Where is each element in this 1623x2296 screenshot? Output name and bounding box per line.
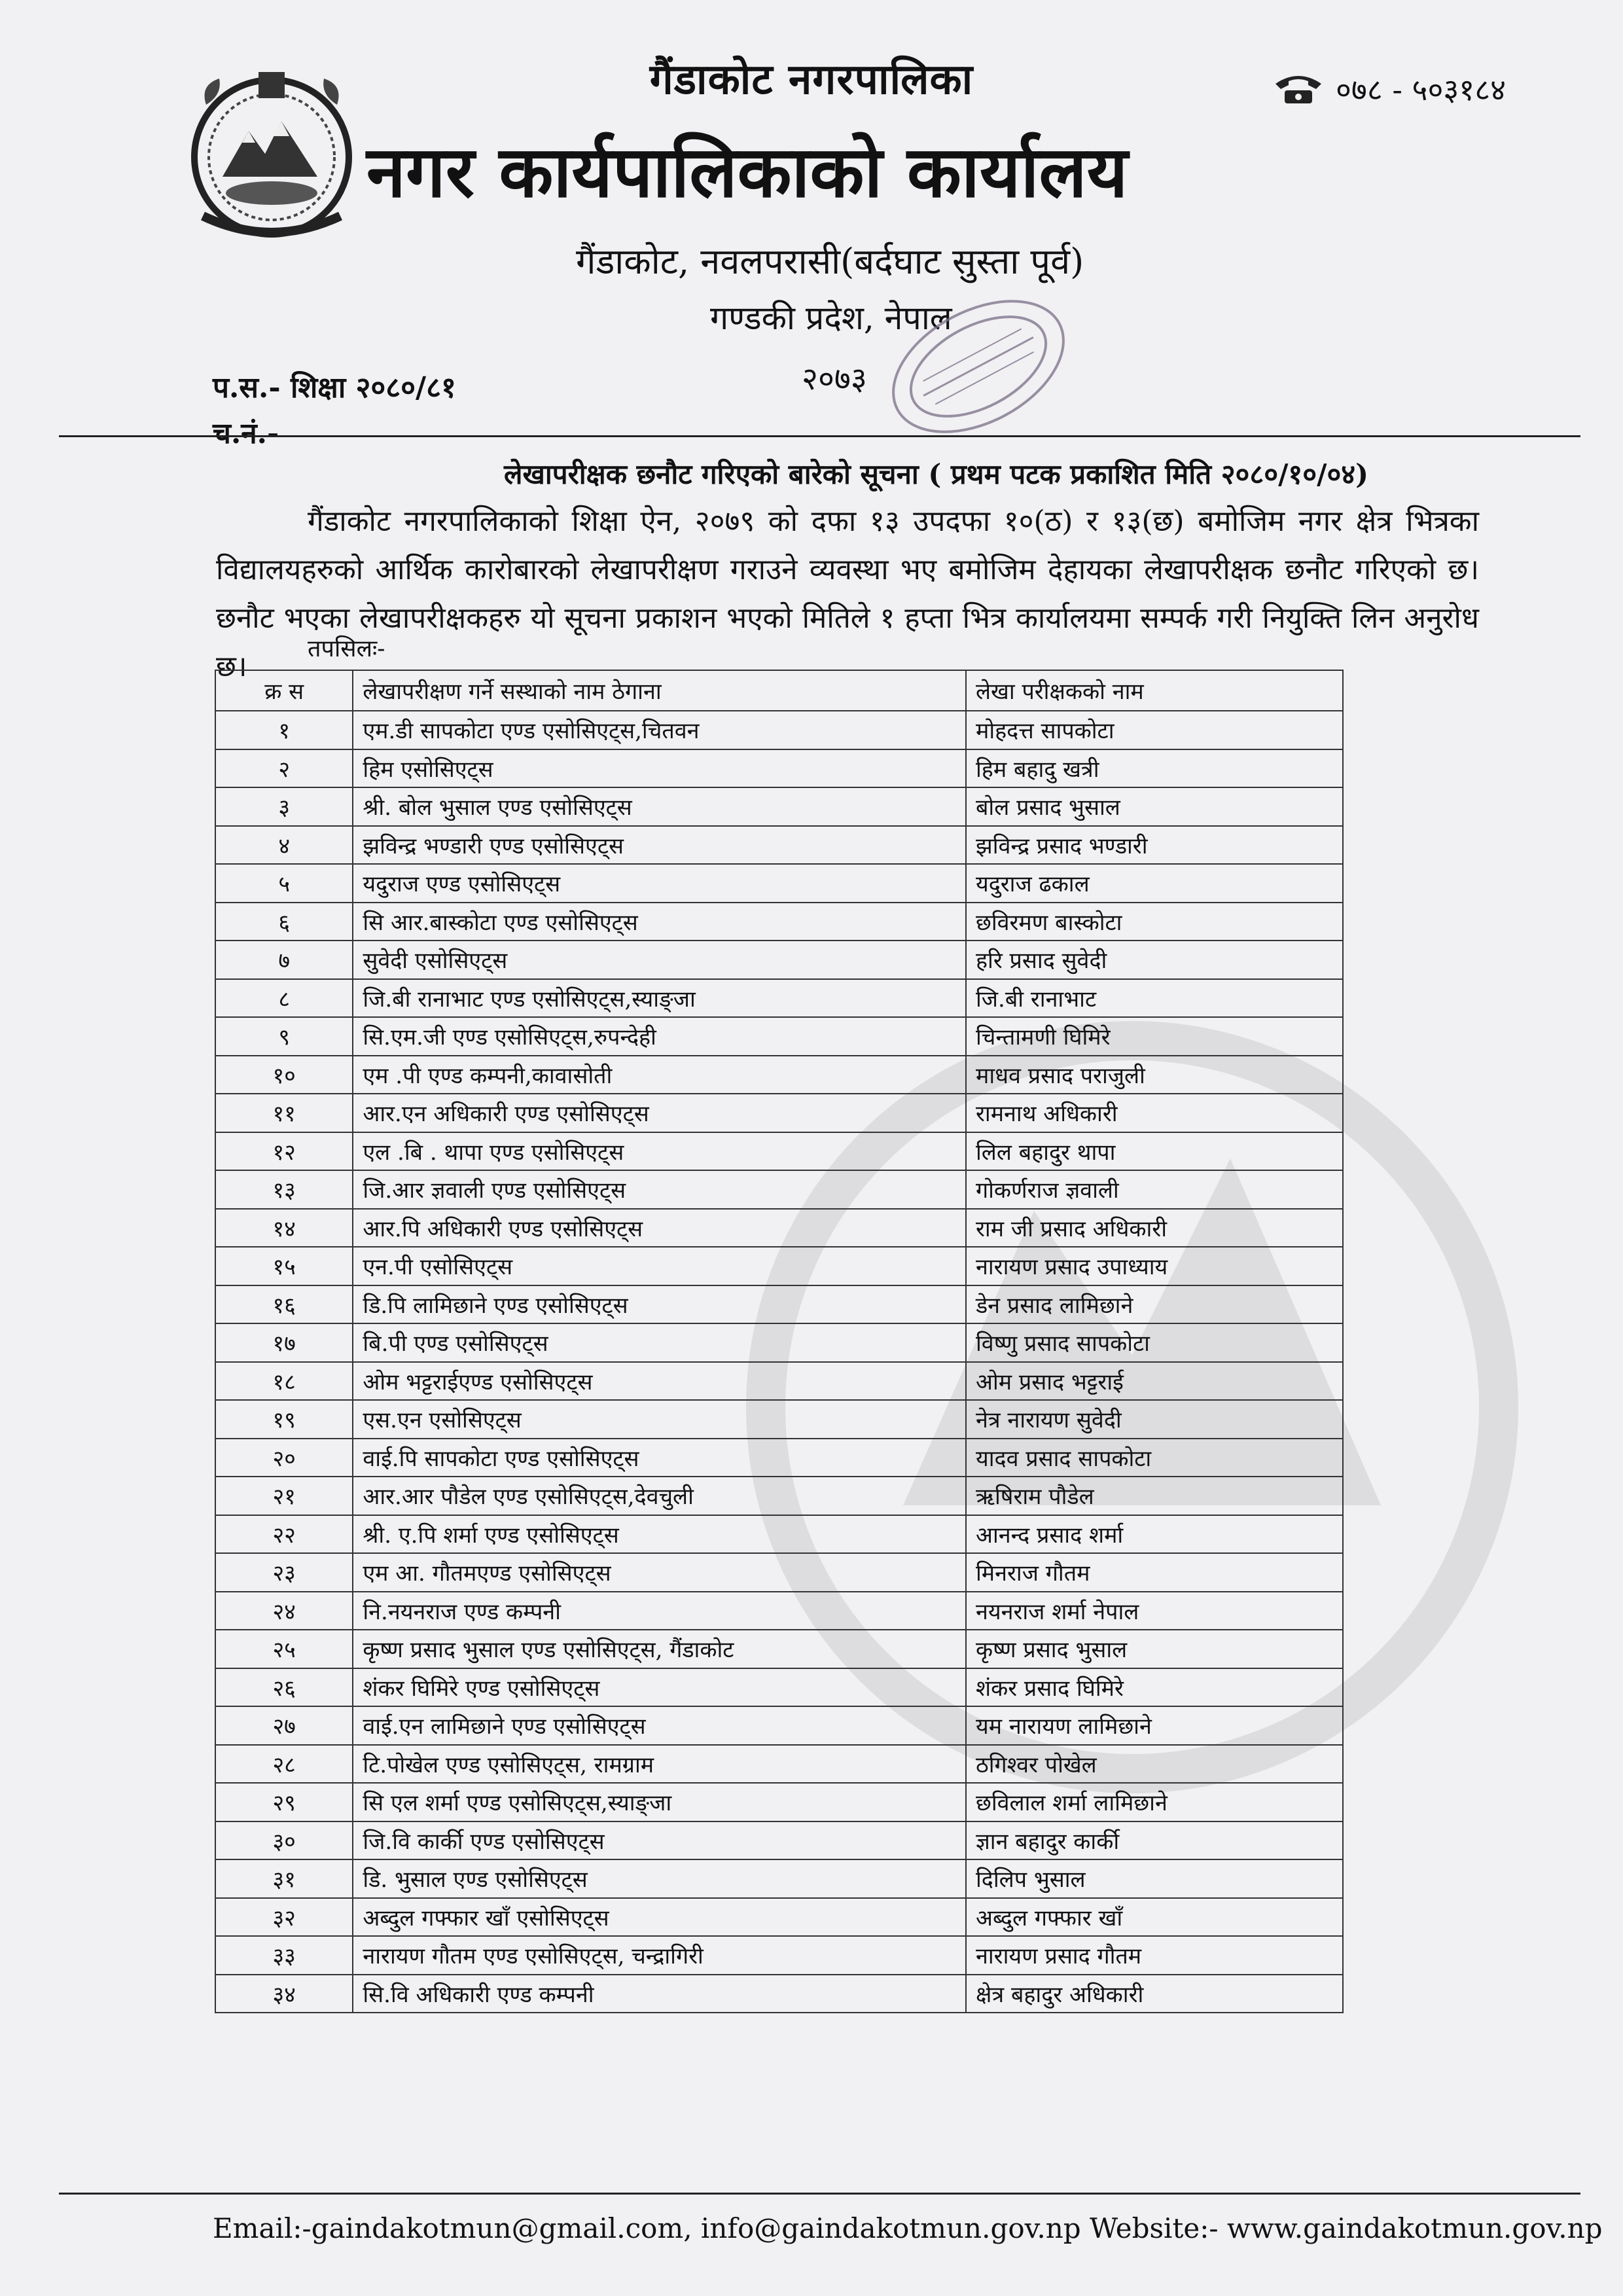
row-firm: एन.पी एसोसिएट्स [353,1247,966,1285]
row-serial: २३ [215,1553,353,1592]
row-serial: २० [215,1439,353,1477]
row-auditor: हरि प्रसाद सुवेदी [966,941,1343,979]
table-row [215,1783,1343,1821]
table-row [215,826,1343,865]
table-row [215,864,1343,903]
notice-body: गैंडाकोट नगरपालिकाको शिक्षा ऐन, २०७९ को दफा १३ उपदफा १०(ठ) र १३(छ) बमोजिम नगर क्षेत्र भित्रका विद्यालयहरुको आर्थिक कारोबारको लेखापरीक्षण गराउने व्यवस्था भए बमोजिम देहायका लेखापरीक्षक छनौट गरिएको छ। छनौट भएका लेखापरीक्षकहरु यो सूचना प्रकाशन भएको मितिले १ हप्ता भित्र कार्यालयमा सम्पर्क गरी नियुक्ति लिन अनुरोध छ। [216,505,1479,683]
row-serial: ५ [215,864,353,903]
row-firm: डि.पि लामिछाने एण्ड एसोसिएट्स [353,1285,966,1324]
table-row [215,1285,1343,1324]
row-firm: सि.वि अधिकारी एण्ड कम्पनी [353,1975,966,2013]
row-auditor: विष्णु प्रसाद सापकोटा [966,1323,1343,1362]
table-row [215,749,1343,788]
established-year: २०७३ [802,361,867,397]
table-row [215,1821,1343,1860]
auditor-table-body [215,711,1343,2013]
row-firm: बि.पी एण्ड एसोसिएट्स [353,1323,966,1362]
table-row [215,1132,1343,1171]
table-row [215,1592,1343,1630]
col-serial: क्र स [215,670,353,711]
table-row [215,1056,1343,1094]
row-serial: १८ [215,1362,353,1401]
office-name: नगर कार्यपालिकाको कार्यालय [366,131,1128,213]
notice-subject: लेखापरीक्षक छनौट गरिएको बारेको सूचना ( प्रथम पटक प्रकाशित मिति २०८०/१०/०४) [504,458,1368,490]
reference-number: प.स.- शिक्षा २०८०/८१ [213,371,456,404]
table-row [215,1936,1343,1975]
phone-block [1273,69,1506,109]
row-firm: सि.एम.जी एण्ड एसोसिएट्स,रुपन्देही [353,1017,966,1056]
row-serial: ३१ [215,1859,353,1898]
row-firm: सि आर.बास्कोटा एण्ड एसोसिएट्स [353,903,966,941]
row-auditor: हिम बहादु खत्री [966,749,1343,788]
row-firm: वाई.पि सापकोटा एण्ड एसोसिएट्स [353,1439,966,1477]
row-auditor: छविरमण बास्कोटा [966,903,1343,941]
table-row [215,1668,1343,1707]
row-serial: १० [215,1056,353,1094]
row-firm: वाई.एन लामिछाने एण्ड एसोसिएट्स [353,1706,966,1745]
row-serial: २६ [215,1668,353,1707]
row-firm: जि.बी रानाभाट एण्ड एसोसिएट्स,स्याङ्जा [353,979,966,1018]
table-row [215,1094,1343,1132]
row-serial: १ [215,711,353,749]
table-row [215,1017,1343,1056]
row-serial: ८ [215,979,353,1018]
row-serial: १६ [215,1285,353,1324]
row-serial: २ [215,749,353,788]
municipality-name: गैंडाकोट नगरपालिका [649,55,974,104]
table-row [215,1706,1343,1745]
table-row [215,941,1343,979]
dispatch-number: च.नं.- [213,417,279,450]
row-firm: झविन्द्र भण्डारी एण्ड एसोसिएट्स [353,826,966,865]
table-row [215,1209,1343,1247]
table-row [215,1515,1343,1554]
table-row [215,787,1343,826]
row-auditor: क्षेत्र बहादुर अधिकारी [966,1975,1343,2013]
row-auditor: मोहदत्त सापकोटा [966,711,1343,749]
col-firm: लेखापरीक्षण गर्ने सस्थाको नाम ठेगाना [353,670,966,711]
row-auditor: चिन्तामणी घिमिरे [966,1017,1343,1056]
row-firm: जि.आर ज्ञवाली एण्ड एसोसिएट्स [353,1170,966,1209]
table-row [215,1247,1343,1285]
row-auditor: जि.बी रानाभाट [966,979,1343,1018]
details-label: तपसिलः- [308,636,385,662]
row-auditor: डेन प्रसाद लामिछाने [966,1285,1343,1324]
row-serial: ३४ [215,1975,353,2013]
row-serial: ३ [215,787,353,826]
table-row [215,1400,1343,1439]
table-row [215,1323,1343,1362]
row-serial: ३२ [215,1898,353,1937]
row-serial: ७ [215,941,353,979]
row-auditor: कृष्ण प्रसाद भुसाल [966,1630,1343,1668]
row-auditor: ऋषिराम पौडेल [966,1477,1343,1515]
row-auditor: ज्ञान बहादुर कार्की [966,1821,1343,1860]
row-serial: १३ [215,1170,353,1209]
row-firm: एम आ. गौतमएण्ड एसोसिएट्स [353,1553,966,1592]
row-firm: एम .पी एण्ड कम्पनी,कावासोती [353,1056,966,1094]
header-divider [59,435,1580,437]
row-serial: ११ [215,1094,353,1132]
row-firm: श्री. ए.पि शर्मा एण्ड एसोसिएट्स [353,1515,966,1554]
address-line-2: गण्डकी प्रदेश, नेपाल [710,299,952,337]
row-auditor: माधव प्रसाद पराजुली [966,1056,1343,1094]
row-auditor: छविलाल शर्मा लामिछाने [966,1783,1343,1821]
row-auditor: झविन्द्र प्रसाद भण्डारी [966,826,1343,865]
row-serial: ३३ [215,1936,353,1975]
table-row [215,1553,1343,1592]
row-firm: हिम एसोसिएट्स [353,749,966,788]
row-firm: आर.पि अधिकारी एण्ड एसोसिएट्स [353,1209,966,1247]
row-firm: अब्दुल गफ्फार खाँ एसोसिएट्स [353,1898,966,1937]
table-row [215,1170,1343,1209]
table-row [215,1745,1343,1784]
table-row [215,1975,1343,2013]
row-serial: २४ [215,1592,353,1630]
row-serial: ९ [215,1017,353,1056]
footer-divider [59,2193,1580,2195]
row-auditor: अब्दुल गफ्फार खाँ [966,1898,1343,1937]
row-auditor: रामनाथ अधिकारी [966,1094,1343,1132]
row-auditor: मिनराज गौतम [966,1553,1343,1592]
row-firm: एस.एन एसोसिएट्स [353,1400,966,1439]
row-firm: आर.एन अधिकारी एण्ड एसोसिएट्स [353,1094,966,1132]
row-serial: १७ [215,1323,353,1362]
table-row [215,1859,1343,1898]
row-firm: आर.आर पौडेल एण्ड एसोसिएट्स,देवचुली [353,1477,966,1515]
auditor-table [215,670,1344,2013]
row-auditor: राम जी प्रसाद अधिकारी [966,1209,1343,1247]
row-serial: २२ [215,1515,353,1554]
row-serial: ६ [215,903,353,941]
row-firm: सुवेदी एसोसिएट्स [353,941,966,979]
row-firm: टि.पोखेल एण्ड एसोसिएट्स, रामग्राम [353,1745,966,1784]
row-firm: कृष्ण प्रसाद भुसाल एण्ड एसोसिएट्स, गैंडाकोट [353,1630,966,1668]
col-auditor: लेखा परीक्षकको नाम [966,670,1343,711]
row-auditor: बोल प्रसाद भुसाल [966,787,1343,826]
table-row [215,1630,1343,1668]
row-serial: ३० [215,1821,353,1860]
office-seal-icon [870,281,1086,452]
row-serial: १९ [215,1400,353,1439]
row-serial: २९ [215,1783,353,1821]
table-header-row [215,670,1343,711]
row-serial: २१ [215,1477,353,1515]
row-firm: शंकर घिमिरे एण्ड एसोसिएट्स [353,1668,966,1707]
row-auditor: ओम प्रसाद भट्टराई [966,1362,1343,1401]
row-firm: ओम भट्टराईएण्ड एसोसिएट्स [353,1362,966,1401]
row-serial: २८ [215,1745,353,1784]
row-auditor: नारायण प्रसाद उपाध्याय [966,1247,1343,1285]
table-row [215,903,1343,941]
table-row [215,711,1343,749]
address-line-1: गैंडाकोट, नवलपरासी(बर्दघाट सुस्ता पूर्व) [576,241,1084,282]
row-firm: डि. भुसाल एण्ड एसोसिएट्स [353,1859,966,1898]
footer-contact: Email:-gaindakotmun@gmail.com, info@gaindakotmun.gov.np Website:- www.gaindakotmun.gov.np [213,2212,1603,2244]
row-auditor: नेत्र नारायण सुवेदी [966,1400,1343,1439]
table-row [215,1477,1343,1515]
row-serial: ४ [215,826,353,865]
row-firm: नारायण गौतम एण्ड एसोसिएट्स, चन्द्रागिरी [353,1936,966,1975]
row-auditor: शंकर प्रसाद घिमिरे [966,1668,1343,1707]
row-serial: २५ [215,1630,353,1668]
table-row [215,1439,1343,1477]
row-firm: एल .बि . थापा एण्ड एसोसिएट्स [353,1132,966,1171]
row-serial: १४ [215,1209,353,1247]
row-firm: नि.नयनराज एण्ड कम्पनी [353,1592,966,1630]
row-auditor: आनन्द प्रसाद शर्मा [966,1515,1343,1554]
phone-number: ०७८ - ५०३१८४ [1336,72,1507,107]
row-serial: १२ [215,1132,353,1171]
table-row [215,1362,1343,1401]
row-serial: १५ [215,1247,353,1285]
row-auditor: नयनराज शर्मा नेपाल [966,1592,1343,1630]
row-firm: एम.डी सापकोटा एण्ड एसोसिएट्स,चितवन [353,711,966,749]
table-row [215,979,1343,1018]
row-auditor: यदुराज ढकाल [966,864,1343,903]
row-auditor: यम नारायण लामिछाने [966,1706,1343,1745]
row-auditor: लिल बहादुर थापा [966,1132,1343,1171]
row-firm: श्री. बोल भुसाल एण्ड एसोसिएट्स [353,787,966,826]
row-firm: जि.वि कार्की एण्ड एसोसिएट्स [353,1821,966,1860]
row-auditor: नारायण प्रसाद गौतम [966,1936,1343,1975]
row-auditor: ठगिश्वर पोखेल [966,1745,1343,1784]
telephone-icon [1273,72,1324,106]
row-serial: २७ [215,1706,353,1745]
row-firm: यदुराज एण्ड एसोसिएट्स [353,864,966,903]
row-auditor: गोकर्णराज ज्ञवाली [966,1170,1343,1209]
table-row [215,1898,1343,1937]
row-auditor: दिलिप भुसाल [966,1859,1343,1898]
row-firm: सि एल शर्मा एण्ड एसोसिएट्स,स्याङ्जा [353,1783,966,1821]
row-auditor: यादव प्रसाद सापकोटा [966,1439,1343,1477]
